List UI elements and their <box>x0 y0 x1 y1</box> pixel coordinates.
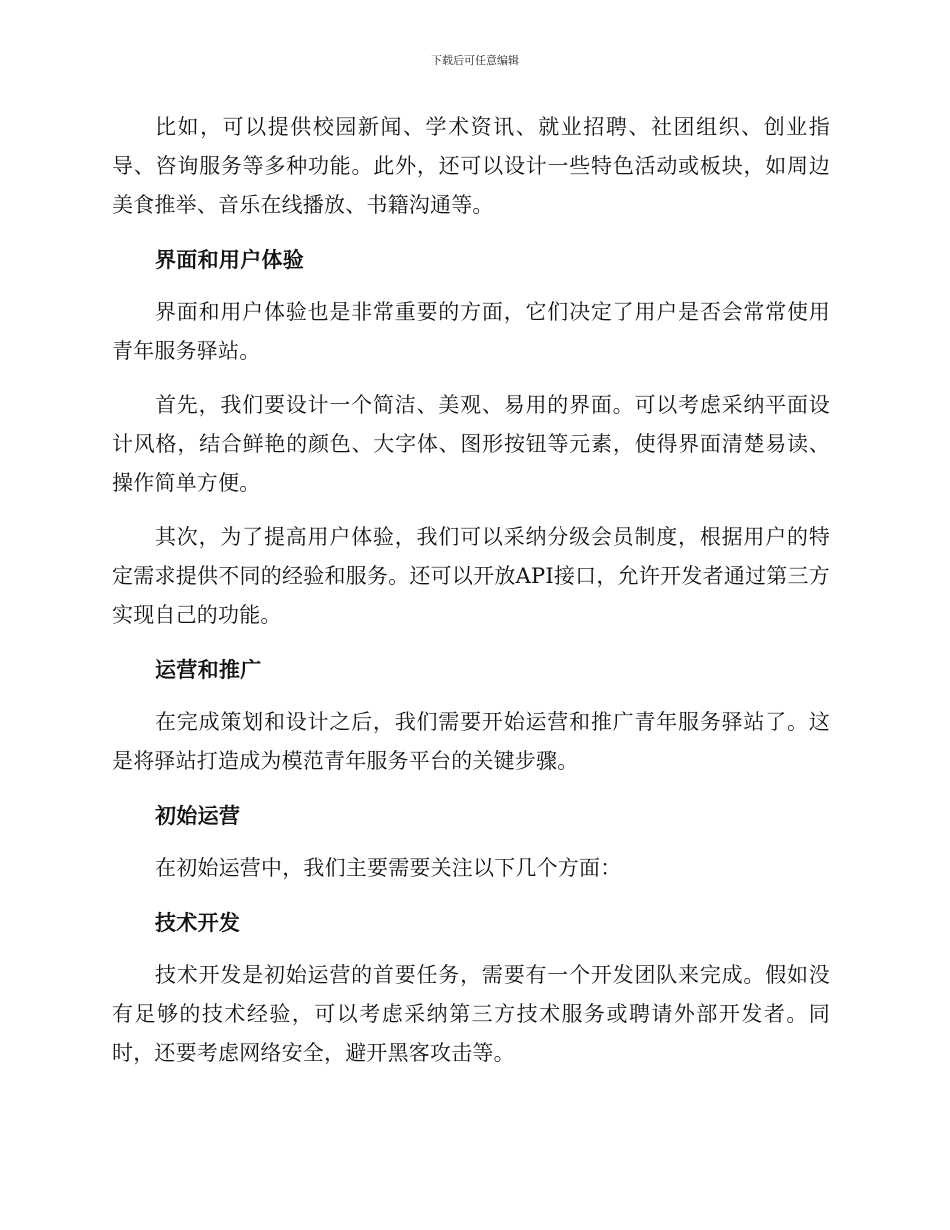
paragraph-initial-operation: 在初始运营中，我们主要需要关注以下几个方面： <box>155 856 622 880</box>
heading-ui-ux: 界面和用户体验 <box>155 248 305 272</box>
heading-tech-development: 技术开发 <box>155 911 241 935</box>
heading-initial-operation: 初始运营 <box>155 804 241 828</box>
header-note: 下载后可任意编辑 <box>431 54 519 67</box>
paragraph-operation-intro: 在完成策划和设计之后，我们需要开始运营和推广青年服务驿站了。这是将驿站打造成为模范青年服务平台的关键步骤。 <box>112 710 830 773</box>
heading-operation-promotion: 运营和推广 <box>155 658 262 682</box>
paragraph-features: 比如，可以提供校园新闻、学术资讯、就业招聘、社团组织、创业指导、咨询服务等多种功能。此外，还可以设计一些特色活动或板块，如周边美食推举、音乐在线播放、书籍沟通等。 <box>112 115 830 217</box>
document-body <box>112 108 830 1088</box>
paragraph-user-experience: 其次，为了提高用户体验，我们可以采纳分级会员制度，根据用户的特定需求提供不同的经验和服务。还可以开放API接口，允许开发者通过第三方实现自己的功能。 <box>112 525 830 627</box>
paragraph-interface-design: 首先，我们要设计一个简洁、美观、易用的界面。可以考虑采纳平面设计风格，结合鲜艳的颜色、大字体、图形按钮等元素，使得界面清楚易读、操作简单方便。 <box>112 393 830 495</box>
paragraph-tech-development: 技术开发是初始运营的首要任务，需要有一个开发团队来完成。假如没有足够的技术经验，可以考虑采纳第三方技术服务或聘请外部开发者。同时，还要考虑网络安全，避开黑客攻击等。 <box>112 963 830 1065</box>
paragraph-ui-ux-importance: 界面和用户体验也是非常重要的方面，它们决定了用户是否会常常使用青年服务驿站。 <box>112 300 830 363</box>
